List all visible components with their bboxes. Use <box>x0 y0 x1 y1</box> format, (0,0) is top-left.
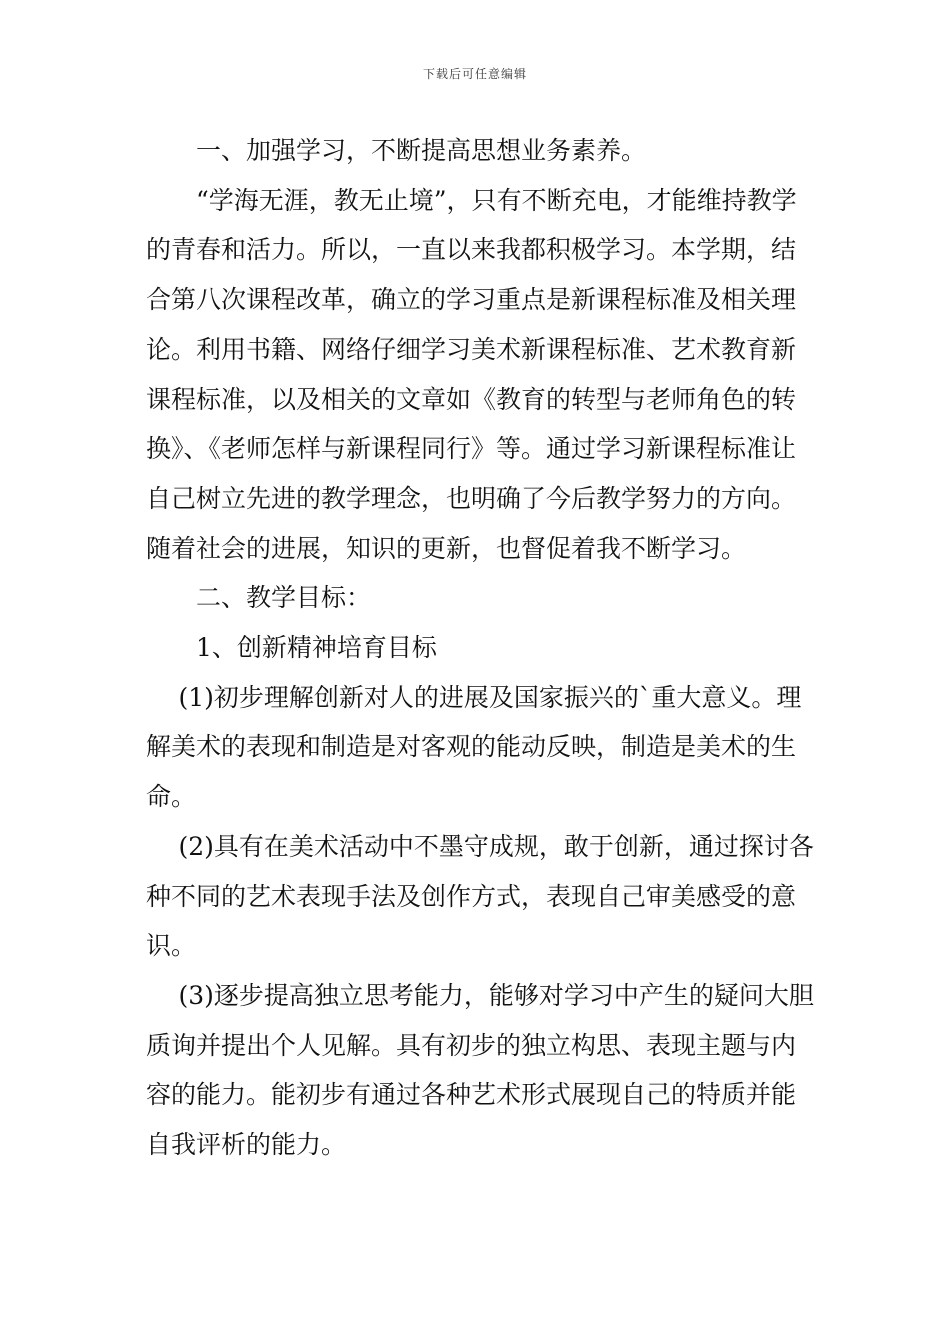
paragraph-item-3: (3)逐步提高独立思考能力，能够对学习中产生的疑问大胆质询并提出个人见解。具有初步的独立构思、表现主题与内容的能力。能初步有通过各种艺术形式展现自己的特质并能自我评析的能力。 <box>146 980 814 1160</box>
paragraph-item-2: (2)具有在美术活动中不墨守成规，敢于创新，通过探讨各种不同的艺术表现手法及创作方式，表现自己审美感受的意识。 <box>146 831 814 961</box>
paragraph-item-1: (1)初步理解创新对人的进展及国家振兴的`重大意义。理解美术的表现和制造是对客观的能动反映，制造是美术的生命。 <box>146 682 802 812</box>
section-heading-1: 一、加强学习，不断提高思想业务素养。 <box>196 136 647 165</box>
page-header-note: 下载后可任意编辑 <box>422 67 527 81</box>
document-body <box>146 126 816 1170</box>
section-heading-2: 二、教学目标： <box>196 583 372 613</box>
subheading-innovation-goal: 1、创新精神培育目标 <box>196 633 437 663</box>
paragraph-learning: “学海无涯，教无止境”，只有不断充电，才能维持教学的青春和活力。所以，一直以来我都积极学习。本学期，结合第八次课程改革，确立的学习重点是新课程标准及相关理论。利用书籍、网络仔细学习美术新课程标准、艺术教育新课程标准，以及相关的文章如《教育的转型与老师角色的转换》、《老师怎样与新课程同行》等。通过学习新课程标准让自己树立先进的教学理念，也明确了今后教学努力的方向。随着社会的进展，知识的更新，也督促着我不断学习。 <box>146 185 797 563</box>
